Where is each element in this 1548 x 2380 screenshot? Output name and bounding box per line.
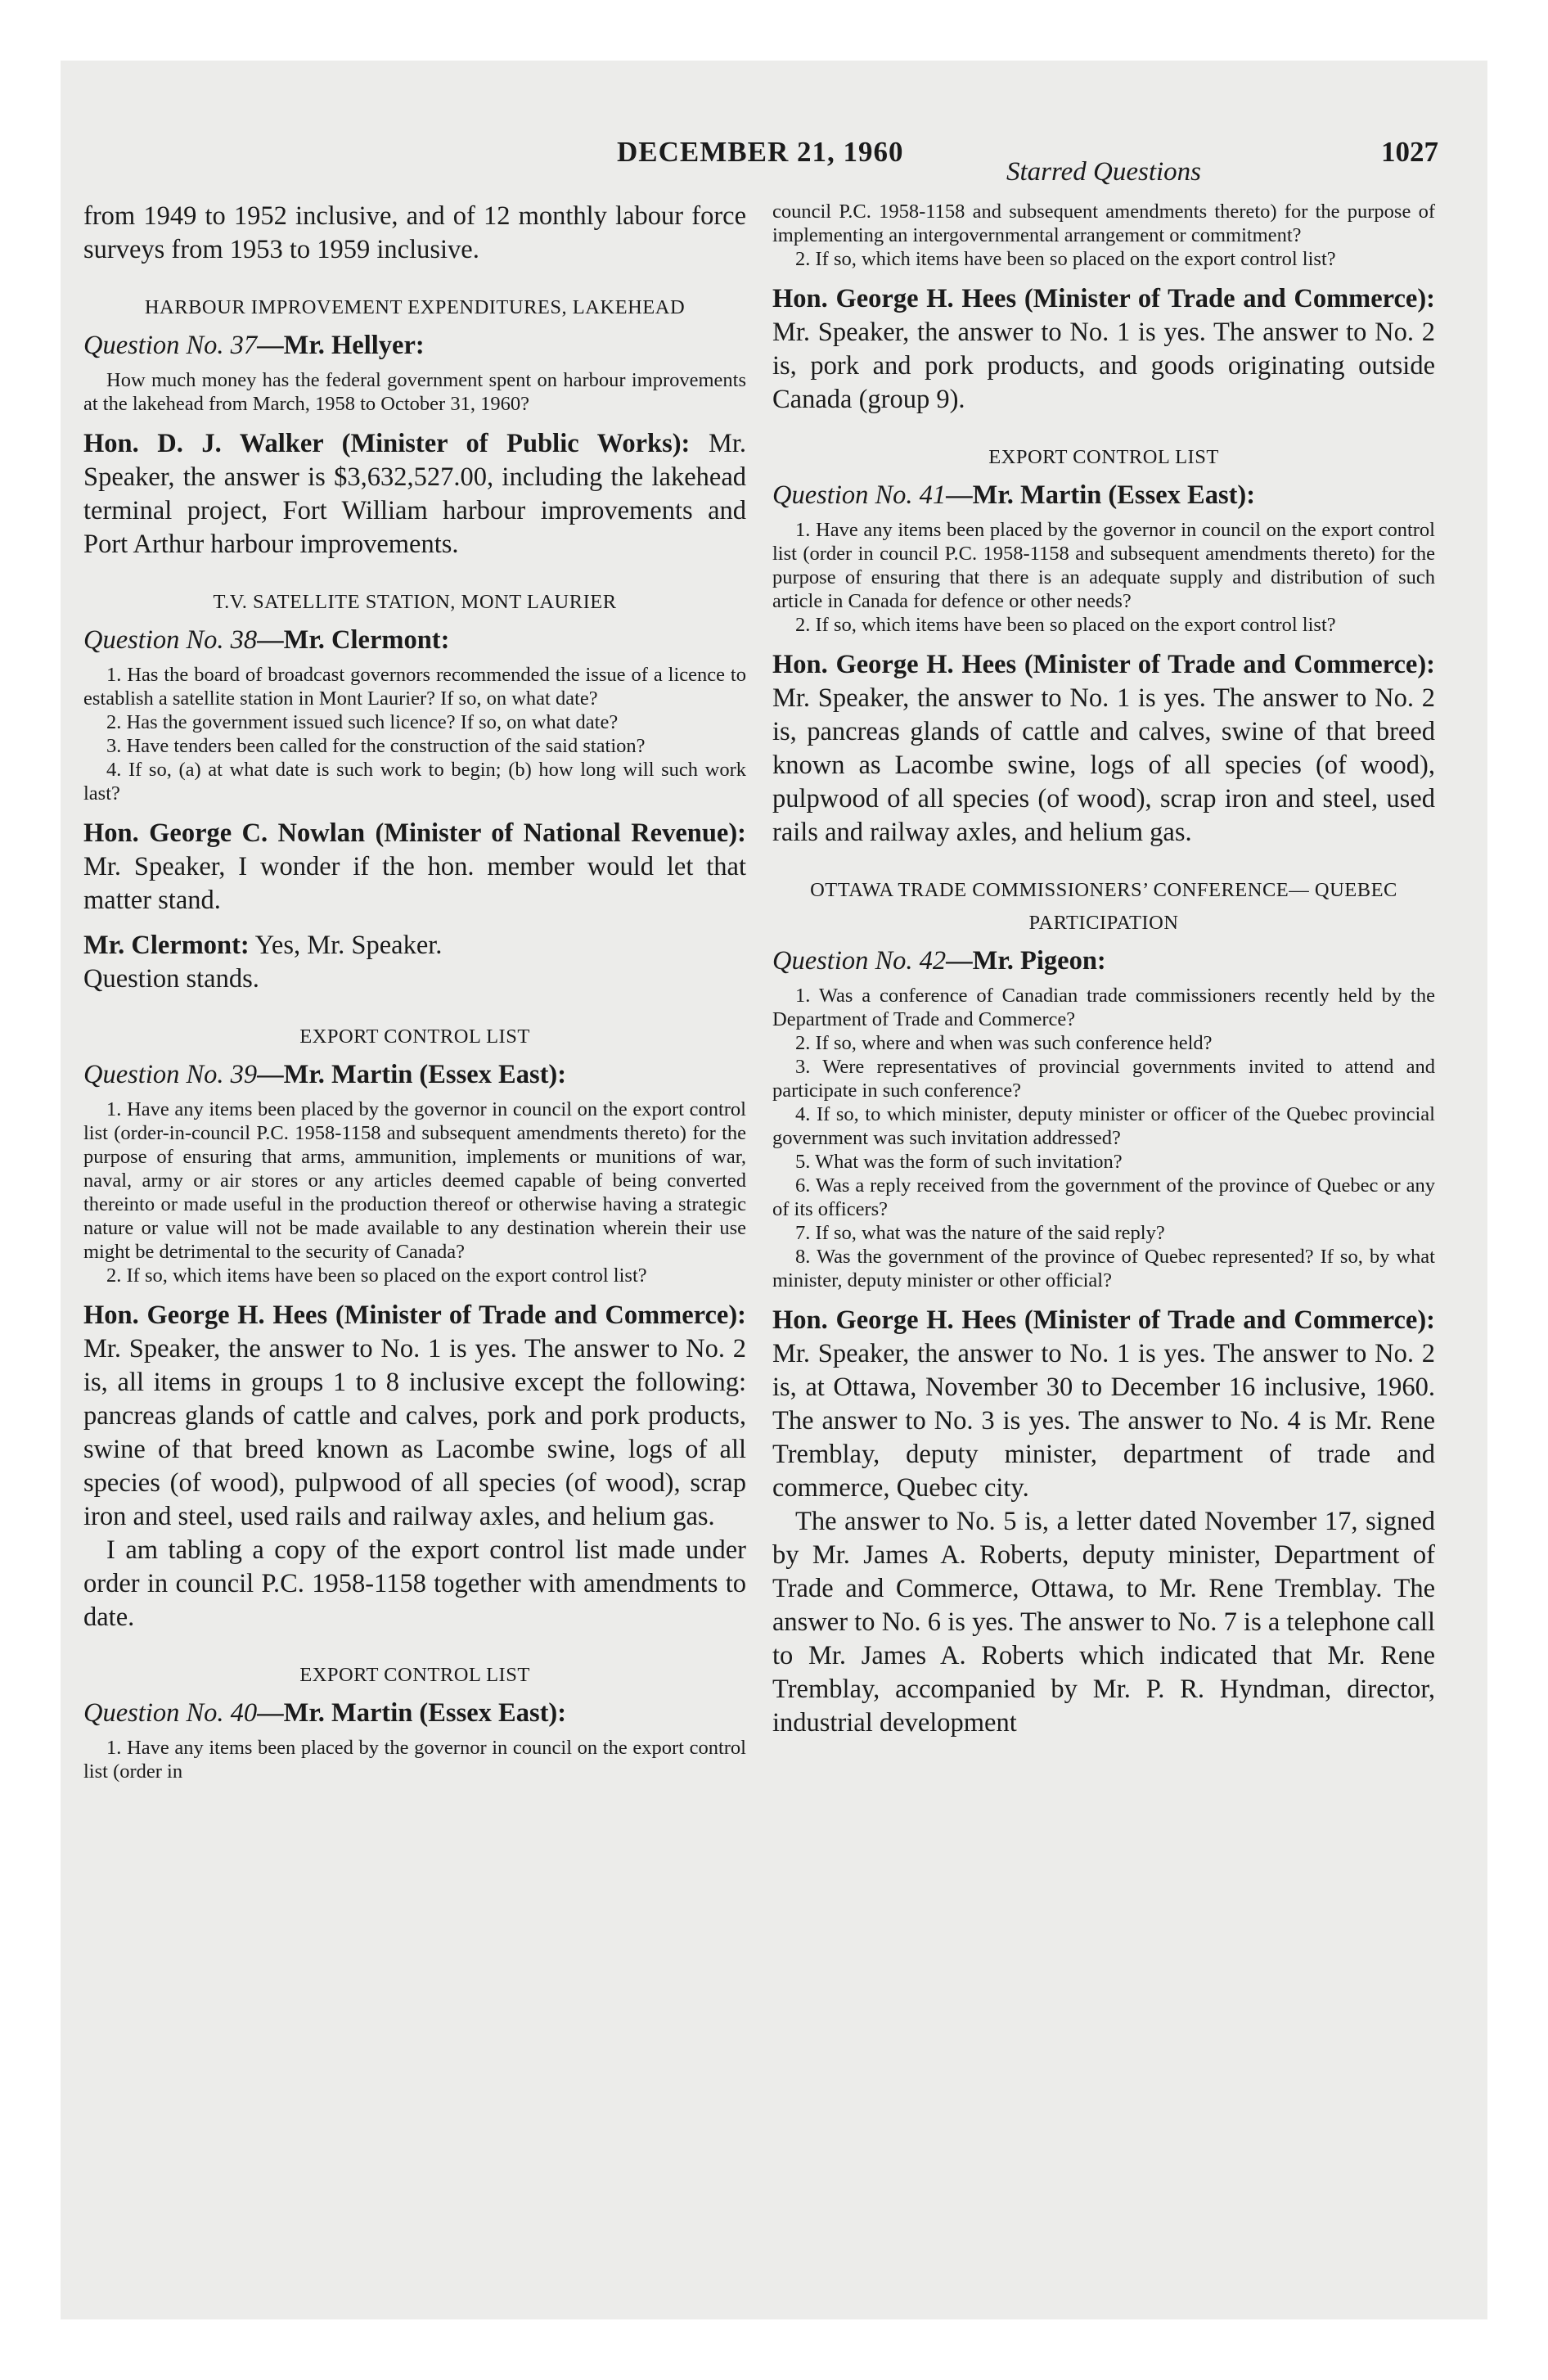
question-item: 1. Was a conference of Canadian trade commissioners recently held by the Department of Trade and Commerce?: [772, 985, 1435, 1030]
question-item: 6. Was a reply received from the government of the province of Quebec or any of its officers?: [772, 1174, 1435, 1220]
question-39-line: [83, 1057, 746, 1093]
question-asker: —Mr. Martin (Essex East):: [257, 1060, 567, 1089]
question-text: How much money has the federal government spent on harbour improvements at the lakehead from March, 1958 to October 31, 1960?: [83, 369, 746, 415]
question-item: 5. What was the form of such invitation?: [795, 1151, 1123, 1173]
question-item: 2. Has the government issued such licence? If so, on what date?: [106, 711, 619, 733]
right-column: [772, 157, 1435, 2295]
answer-speaker: Hon. George H. Hees (Minister of Trade and Commerce):: [772, 284, 1435, 313]
tabling-paragraph: I am tabling a copy of the export control list made under order in council P.C. 1958-1158 together with amendments to date.: [83, 1535, 746, 1632]
section-heading-export-39: EXPORT CONTROL LIST: [299, 1025, 530, 1048]
question-asker: —Mr. Clermont:: [257, 625, 450, 655]
question-asker: —Mr. Martin (Essex East):: [946, 480, 1256, 510]
question-item: council P.C. 1958-1158 and subsequent amendments thereto) for the purpose of implementing an intergovernmental arrangement or commitment?: [772, 201, 1435, 246]
answer-text: Mr. Speaker, the answer to No. 1 is yes. The answer to No. 2 is, pancreas glands of cattle and calves, swine of that breed known as Lacombe swine, logs of all species (of wood), pulpwood of all species (of wood), scrap iron and steel, used rails and railway axles, and helium gas.: [772, 683, 1435, 847]
question-item: 1. Have any items been placed by the governor in council on the export control list (order in council P.C. 1958-1158 and subsequent amendments thereto) for the purpose of ensuring that there is an adequate supply and distribution of such article in Canada for defence or other needs?: [772, 519, 1435, 612]
answer-speaker: Hon. George H. Hees (Minister of Trade and Commerce):: [772, 650, 1435, 679]
question-item: 4. If so, to which minister, deputy minister or officer of the Quebec provincial government was such invitation addressed?: [772, 1103, 1435, 1149]
question-42-line: [772, 943, 1435, 979]
page: [61, 61, 1487, 2319]
left-column: [83, 200, 746, 2295]
header-date: DECEMBER 21, 1960: [617, 136, 904, 168]
question-item: 4. If so, (a) at what date is such work to begin; (b) how long will such work last?: [83, 759, 746, 805]
question-stands: Question stands.: [83, 964, 259, 994]
answer-text: Mr. Speaker, the answer to No. 1 is yes. The answer to No. 2 is, all items in groups 1 to 8 inclusive except the following: pancreas glands of cattle and calves, pork and pork products, swine of that breed known as Lacombe swine, logs of all species (of wood), pulpwood of all species (of wood), scrap iron and steel, used rails and railway axles, and helium gas.: [83, 1334, 746, 1531]
question-item: 2. If so, where and when was such conference held?: [795, 1032, 1213, 1054]
question-number: Question No. 40: [83, 1698, 258, 1728]
question-asker: —Mr. Martin (Essex East):: [257, 1698, 567, 1728]
answer-speaker: Hon. George C. Nowlan (Minister of National Revenue):: [83, 818, 746, 848]
question-41-line: [772, 477, 1435, 513]
question-37-line: [83, 327, 746, 363]
section-heading-tv: T.V. SATELLITE STATION, MONT LAURIER: [213, 591, 617, 613]
answer-text: Mr. Speaker, the answer is $3,632,527.00, including the lakehead terminal project, Fort William harbour improvements and Port Arthur harbour improvements.: [83, 429, 746, 559]
section-heading-harbour: HARBOUR IMPROVEMENT EXPENDITURES, LAKEHEAD: [144, 296, 686, 318]
question-number: Question No. 42: [772, 946, 947, 976]
question-item: 1. Have any items been placed by the governor in council on the export control list (order in: [83, 1737, 746, 1783]
question-asker: —Mr. Pigeon:: [946, 946, 1106, 976]
answer-paragraph: [83, 817, 746, 917]
section-heading-ottawa-trade: OTTAWA TRADE COMMISSIONERS’ CONFERENCE— QUEBEC PARTICIPATION: [810, 879, 1397, 934]
answer-continuation: The answer to No. 5 is, a letter dated November 17, signed by Mr. James A. Roberts, deputy minister, Department of Trade and Commerce, Ottawa, to Mr. Rene Tremblay. The answer to No. 6 is yes. The answer to No. 7 is a telephone call to Mr. James A. Roberts which indicated that Mr. Rene Tremblay, accompanied by Mr. P. R. Hyndman, director, industrial development: [772, 1507, 1435, 1738]
answer-paragraph: [772, 282, 1435, 417]
question-38-line: [83, 622, 746, 658]
question-40-line: [83, 1695, 746, 1731]
question-item: 1. Have any items been placed by the governor in council on the export control list (order-in-council P.C. 1958-1158 and subsequent amendments thereto) for the purpose of ensuring that arms, ammunition, implements or munitions of war, naval, army or air stores or any articles deemed capable of being converted thereinto or made useful in the production thereof or otherwise having a strategic nature or value will not be made available to any destination wherein their use might be detrimental to the security of Canada?: [83, 1098, 746, 1263]
reply-speaker: Mr. Clermont:: [83, 931, 250, 960]
question-item: 7. If so, what was the nature of the said reply?: [795, 1222, 1165, 1244]
answer-speaker: Hon. George H. Hees (Minister of Trade and Commerce):: [83, 1300, 746, 1330]
reply-paragraph: [83, 929, 746, 962]
answer-paragraph: [83, 1299, 746, 1534]
question-item: 2. If so, which items have been so placed on the export control list?: [795, 614, 1336, 636]
question-number: Question No. 39: [83, 1060, 258, 1089]
intro-paragraph: from 1949 to 1952 inclusive, and of 12 monthly labour force surveys from 1953 to 1959 inclusive.: [83, 201, 746, 264]
running-head: Starred Questions: [1006, 157, 1202, 187]
answer-text: Mr. Speaker, the answer to No. 1 is yes. The answer to No. 2 is, pork and pork products, and goods originating outside Canada (group 9).: [772, 318, 1435, 414]
question-number: Question No. 41: [772, 480, 947, 510]
question-item: 3. Were representatives of provincial governments invited to attend and participate in such conference?: [772, 1056, 1435, 1102]
answer-speaker: Hon. George H. Hees (Minister of Trade and Commerce):: [772, 1305, 1435, 1335]
answer-paragraph: [772, 648, 1435, 850]
section-heading-export-40: EXPORT CONTROL LIST: [299, 1664, 530, 1686]
answer-text: Mr. Speaker, I wonder if the hon. member would let that matter stand.: [83, 852, 746, 915]
question-item: 1. Has the board of broadcast governors recommended the issue of a licence to establish a satellite station in Mont Laurier? If so, on what date?: [83, 664, 746, 710]
answer-text: Mr. Speaker, the answer to No. 1 is yes. The answer to No. 2 is, at Ottawa, November 30 to December 16 inclusive, 1960. The answer to No. 3 is yes. The answer to No. 4 is Mr. Rene Tremblay, deputy minister, department of trade and commerce, Quebec city.: [772, 1339, 1435, 1503]
question-number: Question No. 37: [83, 331, 258, 360]
section-heading-export-41: EXPORT CONTROL LIST: [988, 446, 1219, 468]
question-item: 8. Was the government of the province of Quebec represented? If so, by what minister, deputy minister or other official?: [772, 1246, 1435, 1291]
question-item: 3. Have tenders been called for the construction of the said station?: [106, 735, 646, 757]
answer-paragraph: [772, 1304, 1435, 1505]
page-number: 1027: [1381, 136, 1438, 168]
answer-paragraph: [83, 427, 746, 561]
question-number: Question No. 38: [83, 625, 258, 655]
reply-text: Yes, Mr. Speaker.: [249, 931, 443, 960]
question-item: 2. If so, which items have been so placed on the export control list?: [795, 248, 1336, 270]
question-item: 2. If so, which items have been so placed on the export control list?: [106, 1264, 647, 1287]
answer-speaker: Hon. D. J. Walker (Minister of Public Works):: [83, 429, 691, 458]
question-asker: —Mr. Hellyer:: [257, 331, 425, 360]
